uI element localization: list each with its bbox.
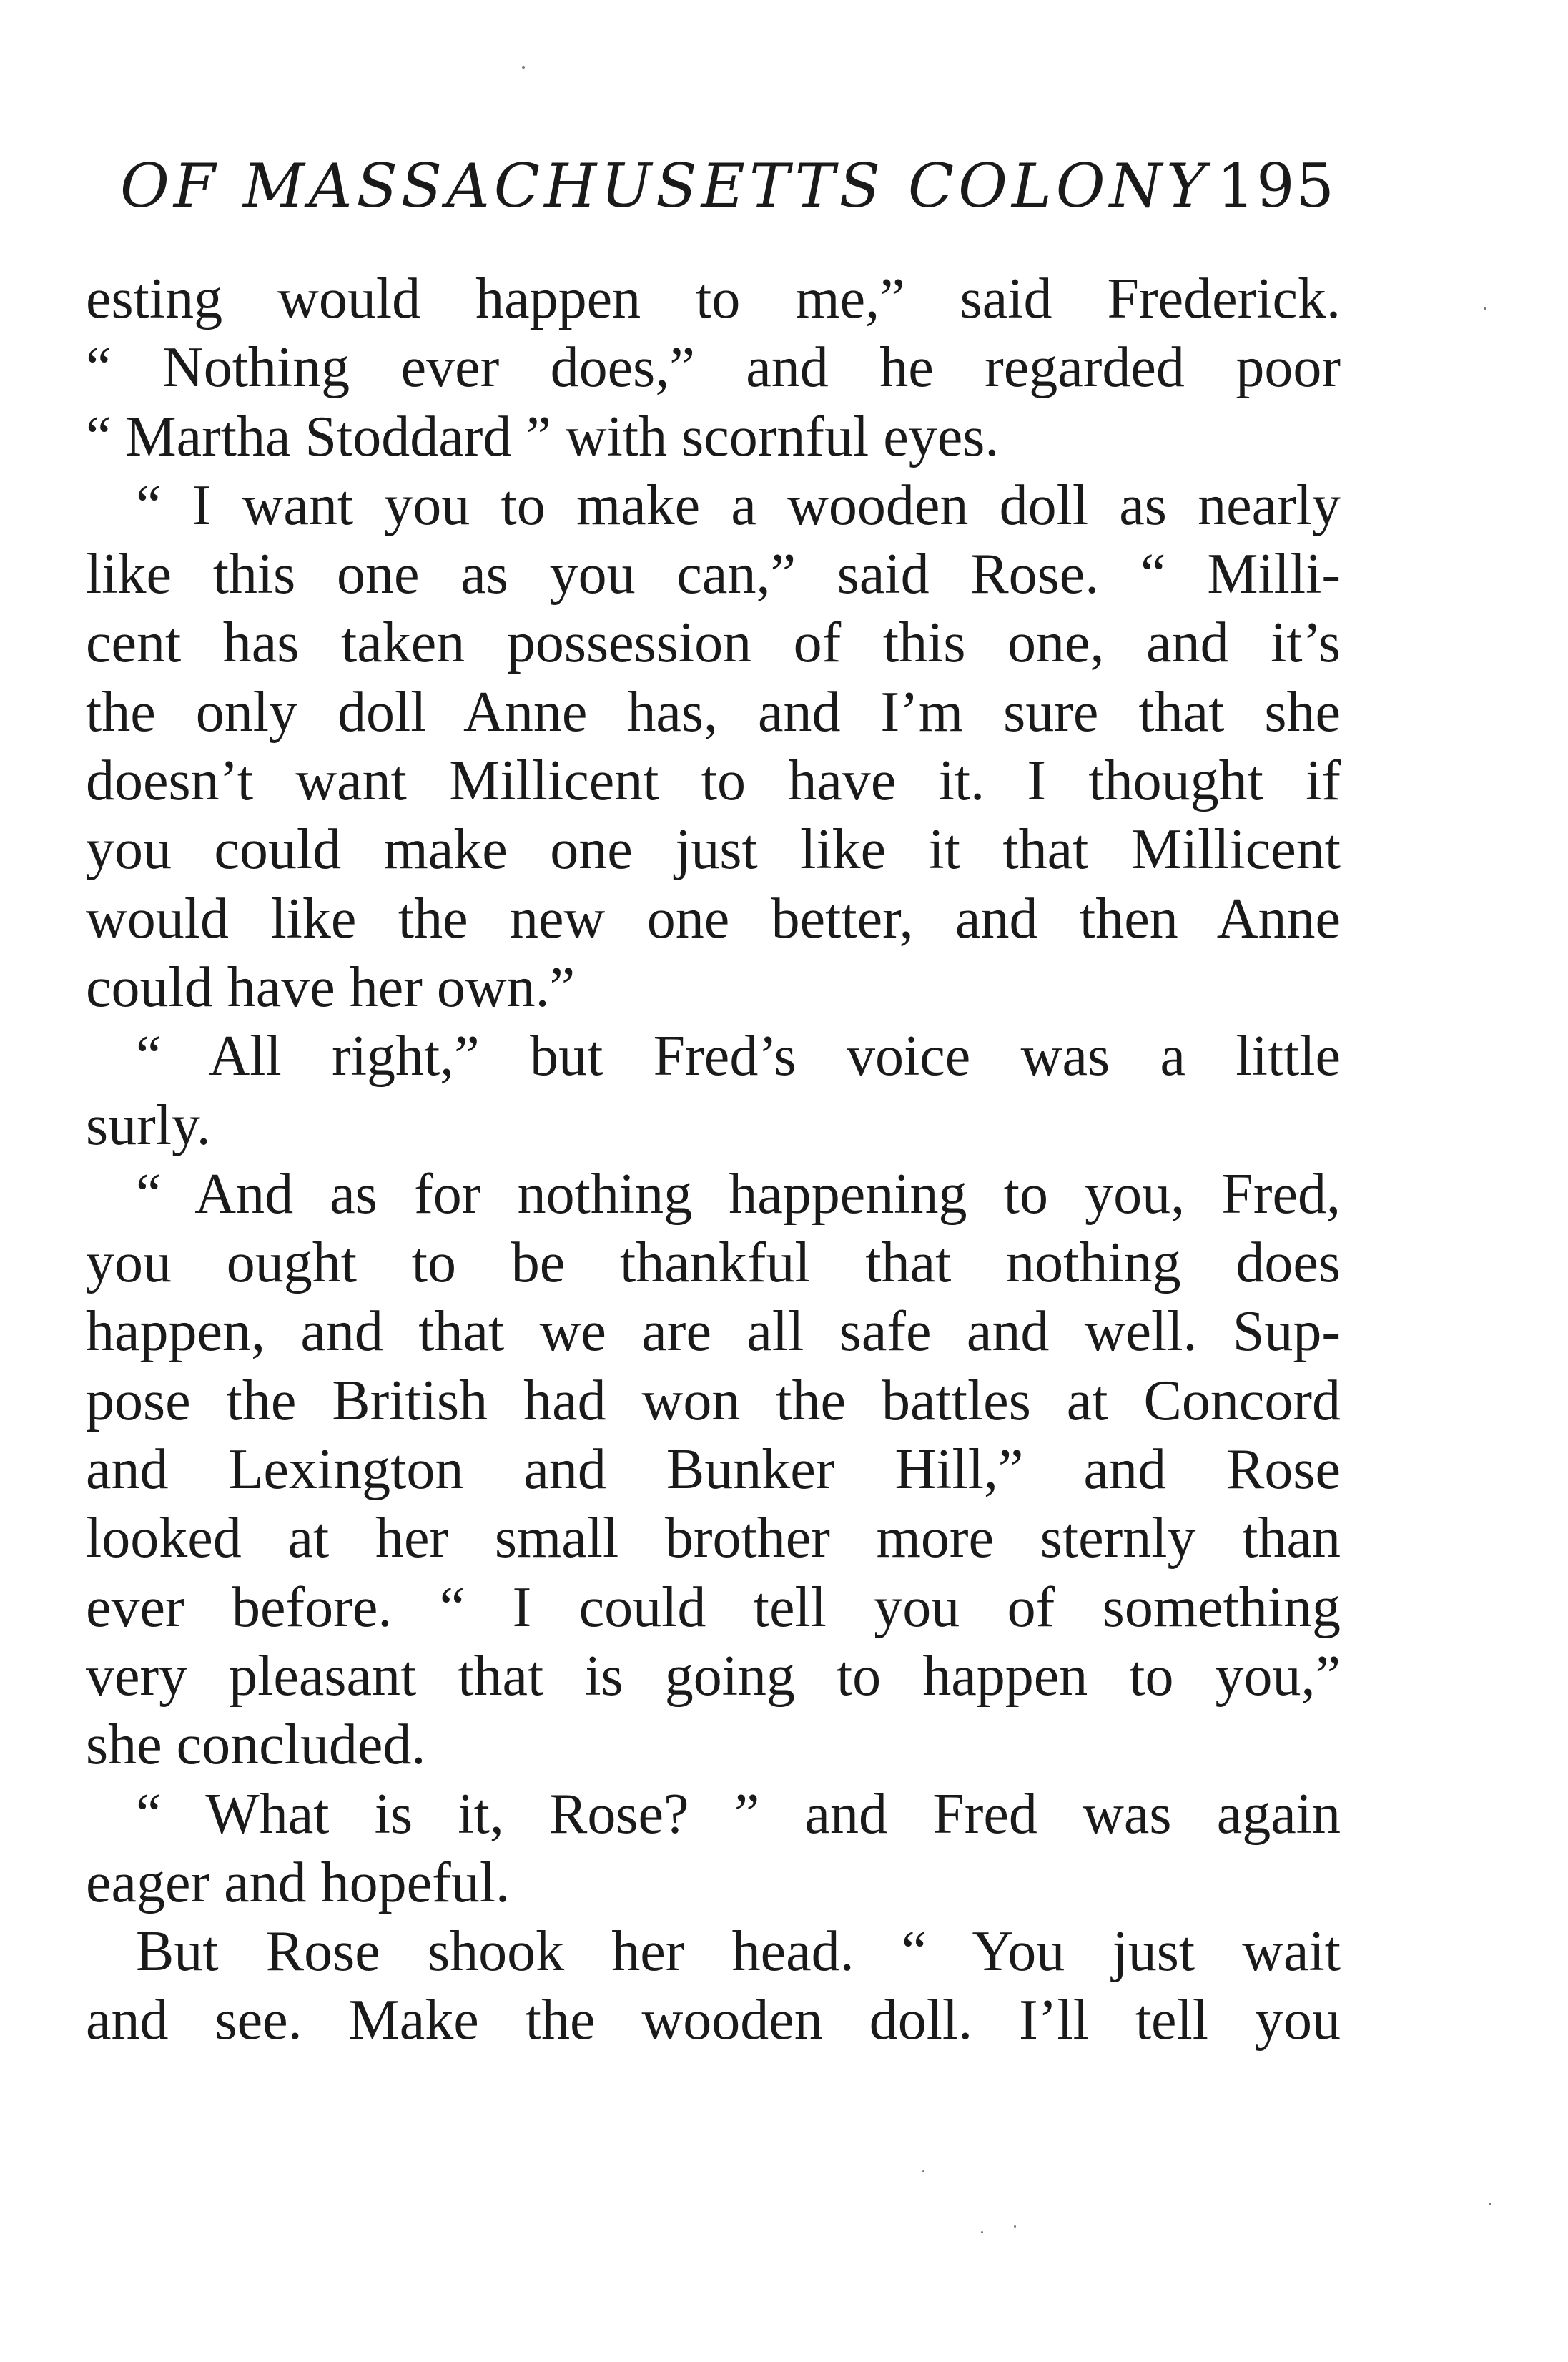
- text-line: eager and hopeful.: [86, 1851, 511, 1914]
- text-line: cent has taken possession of this one, and it’s: [86, 611, 1341, 675]
- text-line: doesn’t want Millicent to have it. I thought if: [86, 749, 1341, 813]
- text-line: very pleasant that is going to happen to you,”: [86, 1644, 1341, 1708]
- text-line: “ Nothing ever does,” and he regarded poor: [86, 336, 1341, 400]
- text-line: “ What is it, Rose? ” and Fred was again: [136, 1782, 1341, 1846]
- paper-speck: [981, 2231, 983, 2233]
- text-line: you could make one just like it that Millicent: [86, 818, 1341, 882]
- text-line: happen, and that we are all safe and well. Sup-: [86, 1300, 1341, 1364]
- text-line: she concluded.: [86, 1713, 426, 1777]
- text-line: would like the new one better, and then Anne: [86, 887, 1341, 950]
- text-line: “ Martha Stoddard ” with scornful eyes.: [86, 405, 1000, 468]
- text-line: looked at her small brother more sternly than: [86, 1507, 1341, 1570]
- text-line: ever before. “ I could tell you of something: [86, 1575, 1341, 1639]
- text-line: and Lexington and Bunker Hill,” and Rose: [86, 1438, 1341, 1502]
- text-line: surly.: [86, 1093, 211, 1157]
- text-line: But Rose shook her head. “ You just wait: [136, 1920, 1341, 1984]
- paper-speck: [922, 2170, 924, 2172]
- text-line: like this one as you can,” said Rose. “ Milli-: [86, 543, 1341, 606]
- text-line: pose the British had won the battles at Concord: [86, 1369, 1341, 1432]
- text-line: “ All right,” but Fred’s voice was a little: [136, 1025, 1341, 1088]
- text-line: you ought to be thankful that nothing does: [86, 1231, 1341, 1295]
- text-line: “ I want you to make a wooden doll as nearly: [136, 473, 1341, 537]
- text-line: esting would happen to me,” said Frederick.: [86, 267, 1341, 330]
- text-line: could have her own.”: [86, 955, 576, 1019]
- text-line: and see. Make the wooden doll. I’ll tell you: [86, 1989, 1341, 2052]
- body-text: [86, 265, 1341, 2055]
- paper-speck: [522, 66, 525, 69]
- text-line: the only doll Anne has, and I’m sure that she: [86, 680, 1341, 744]
- page-number: 195: [1216, 151, 1336, 221]
- paper-speck: [1014, 2225, 1016, 2228]
- running-title: OF MASSACHUSETTS COLONY: [120, 151, 1210, 221]
- paper-speck: [1489, 2203, 1491, 2205]
- text-line: “ And as for nothing happening to you, Fred,: [136, 1162, 1341, 1226]
- paper-speck: [1484, 307, 1486, 310]
- running-head: [120, 143, 1336, 229]
